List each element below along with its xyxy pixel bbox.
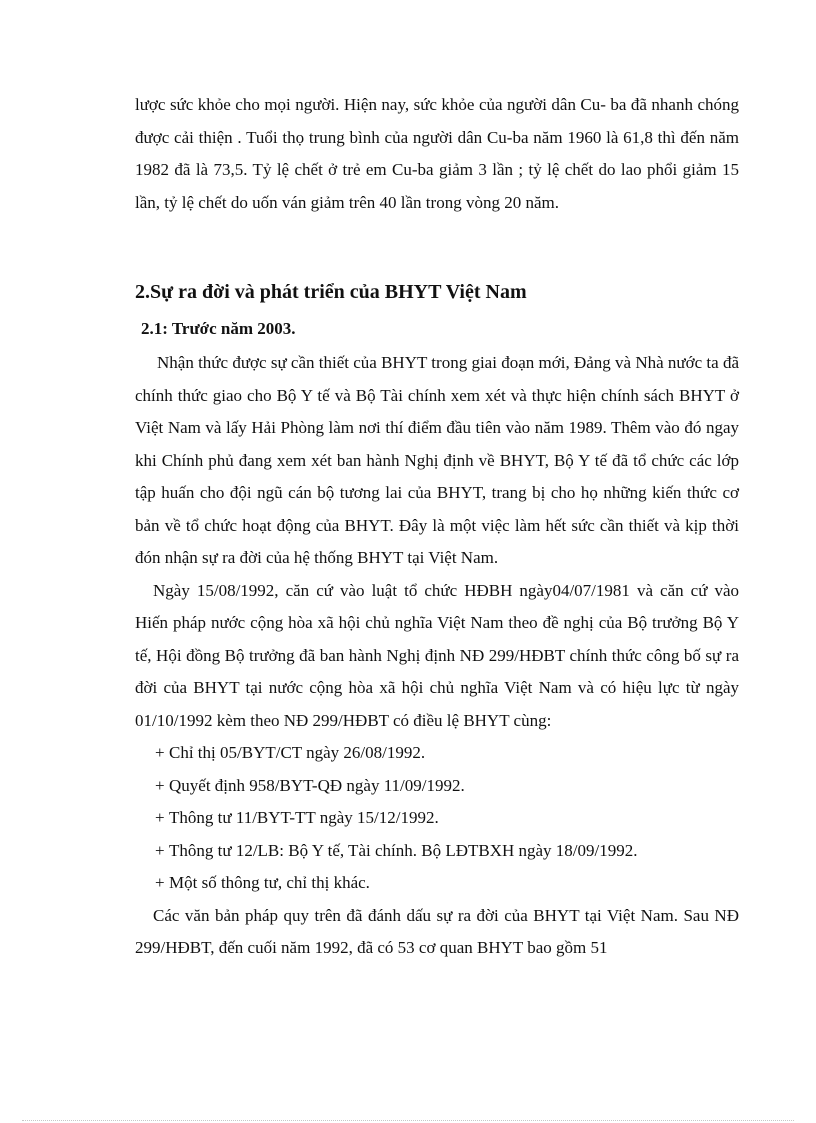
- list-marker: +: [155, 743, 165, 762]
- list-item-text: Thông tư 12/LB: Bộ Y tế, Tài chính. Bộ LĐTBXH ngày 18/09/1992.: [169, 840, 638, 860]
- section-heading: 2.Sự ra đời và phát triển của BHYT Việt Nam: [135, 281, 527, 303]
- list-marker: +: [155, 840, 165, 860]
- list-marker: +: [155, 808, 165, 827]
- list-item: [135, 737, 739, 770]
- body-paragraph-1: Nhận thức được sự cần thiết của BHYT trong giai đoạn mới, Đảng và Nhà nước ta đã chính thức giao cho Bộ Y tế và Bộ Tài chính xem xét và thực hiện chính sách BHYT ở Việt Nam và lấy Hải Phòng làm nơi thí điểm đầu tiên vào năm 1989. Thêm vào đó ngay khi Chính phủ đang xem xét ban hành Nghị định về BHYT, Bộ Y tế đã tổ chức các lớp tập huấn cho đội ngũ cán bộ tương lai của BHYT, trang bị cho họ những kiến thức cơ bản về tổ chức hoạt động của BHYT. Đây là một việc làm hết sức cần thiết và kịp thời đón nhận sự ra đời của hệ thống BHYT tại Việt Nam.: [135, 353, 739, 567]
- intro-paragraph: lược sức khỏe cho mọi người. Hiện nay, sức khỏe của người dân Cu- ba đã nhanh chóng được cải thiện . Tuổi thọ trung bình của người dân Cu-ba năm 1960 là 61,8 thì đến năm 1982 đã là 73,5. Tỷ lệ chết ở trẻ em Cu-ba giảm 3 lần ; tỷ lệ chết do lao phổi giảm 15 lần, tỷ lệ chết do uốn ván giảm trên 40 lần trong vòng 20 năm.: [135, 95, 739, 212]
- list-item-text: Quyết định 958/BYT-QĐ ngày 11/09/1992.: [169, 775, 465, 795]
- section-body: [135, 347, 739, 965]
- section-subheading: 2.1: Trước năm 2003.: [141, 319, 296, 338]
- body-paragraph-2: Ngày 15/08/1992, căn cứ vào luật tổ chức HĐBH ngày04/07/1981 và căn cứ vào Hiến pháp nước cộng hòa xã hội chủ nghĩa Việt Nam theo đề nghị của Bộ trưởng Bộ Y tế, Hội đồng Bộ trưởng đã ban hành Nghị định NĐ 299/HĐBT chính thức công bố sự ra đời của BHYT tại nước cộng hòa xã hội chủ nghĩa Việt Nam và có hiệu lực từ ngày 01/10/1992 kèm theo NĐ 299/HĐBT có điều lệ BHYT cùng:: [135, 580, 739, 730]
- list-item: [135, 770, 739, 803]
- page-bottom-divider: [22, 1120, 794, 1121]
- list-item-text: Thông tư 11/BYT-TT ngày 15/12/1992.: [169, 808, 439, 827]
- list-marker: +: [155, 873, 165, 892]
- list-item: [135, 867, 739, 900]
- list-marker: +: [155, 775, 165, 795]
- list-item: [135, 802, 739, 835]
- body-paragraph-3: Các văn bản pháp quy trên đã đánh dấu sự ra đời của BHYT tại Việt Nam. Sau NĐ 299/HĐBT, đến cuối năm 1992, đã có 53 cơ quan BHYT bao gồm 51: [135, 905, 739, 957]
- intro-text-block: [135, 89, 739, 219]
- list-item-text: Chỉ thị 05/BYT/CT ngày 26/08/1992.: [169, 743, 426, 762]
- list-item: [135, 835, 739, 868]
- list-item-text: Một số thông tư, chỉ thị khác.: [169, 873, 370, 892]
